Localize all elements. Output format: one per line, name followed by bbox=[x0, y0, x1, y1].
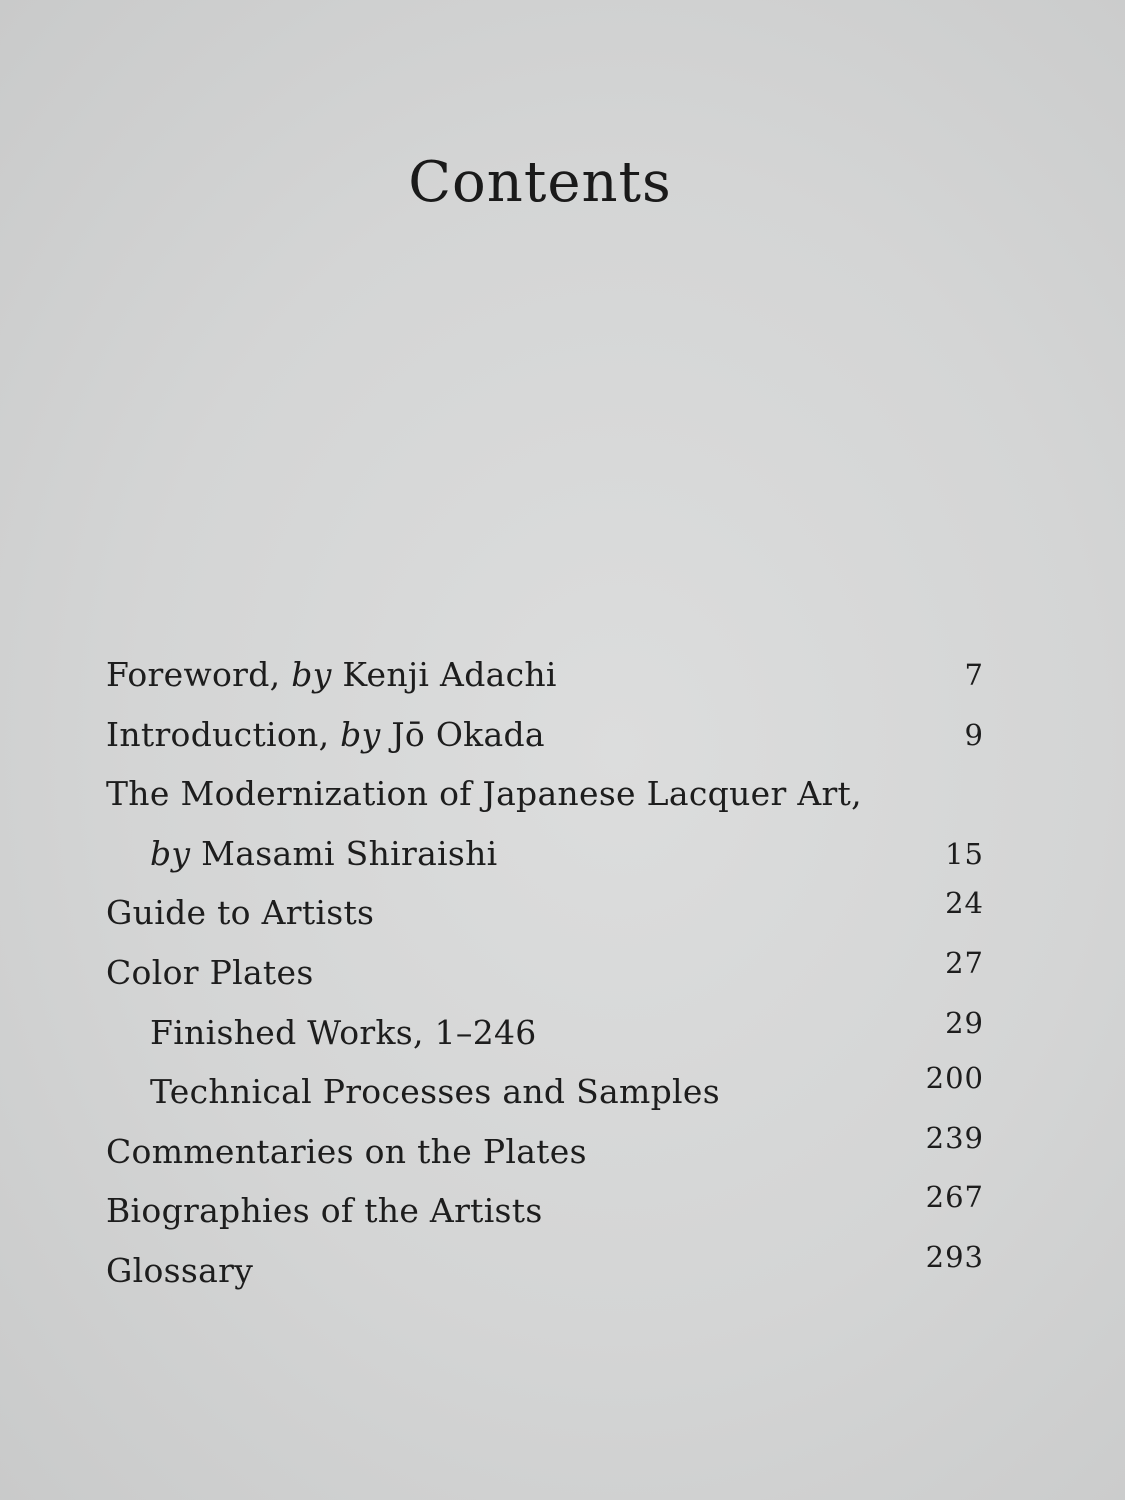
toc-entry-title: Foreword, by Kenji Adachi bbox=[106, 655, 557, 694]
toc-entry-page-number: 9 bbox=[964, 717, 984, 752]
toc-entry-technical-processes bbox=[106, 1061, 996, 1127]
toc-entry-title: Glossary bbox=[106, 1250, 254, 1290]
page-title: Contents bbox=[408, 150, 672, 215]
toc-entry-foreword bbox=[106, 650, 996, 710]
toc-entry-guide-to-artists bbox=[106, 888, 996, 948]
toc-entry-color-plates bbox=[106, 945, 996, 1008]
toc-entry-title: The Modernization of Japanese Lacquer Art, bbox=[106, 774, 862, 814]
toc-entry-page-number: 267 bbox=[925, 1180, 984, 1215]
toc-entry-page-number: 24 bbox=[945, 886, 984, 921]
toc-entry-title: Introduction, by Jō Okada bbox=[106, 714, 545, 754]
toc-entry-author: Jō Okada bbox=[380, 714, 545, 754]
toc-entry-by: by bbox=[340, 714, 381, 754]
toc-entry-page-number: 15 bbox=[945, 836, 984, 871]
toc-entry-by: by bbox=[150, 833, 191, 873]
toc-entry-page-number: 200 bbox=[925, 1061, 984, 1096]
toc-entry-page-number: 27 bbox=[945, 945, 984, 980]
toc-entry-finished-works bbox=[106, 1005, 996, 1068]
toc-entry-introduction bbox=[106, 710, 996, 770]
toc-entry-by: by bbox=[291, 655, 332, 694]
toc-entry-title: Technical Processes and Samples bbox=[150, 1072, 720, 1112]
toc-entry-commentaries bbox=[106, 1120, 996, 1187]
toc-entry-title: Biographies of the Artists bbox=[106, 1191, 543, 1231]
toc-entry-author: Masami Shiraishi bbox=[190, 833, 498, 873]
table-of-contents bbox=[106, 650, 996, 1306]
toc-entry-page-number: 7 bbox=[964, 658, 984, 692]
toc-entry-glossary bbox=[106, 1239, 996, 1306]
toc-entry-page-number: 293 bbox=[925, 1239, 984, 1274]
toc-entry-title: Guide to Artists bbox=[106, 893, 375, 933]
toc-entry-page-number: 29 bbox=[945, 1005, 984, 1040]
toc-entry-modernization-author bbox=[106, 829, 996, 889]
toc-entry-title: Commentaries on the Plates bbox=[106, 1131, 587, 1171]
toc-entry-title bbox=[106, 829, 498, 879]
toc-entry-page-number: 239 bbox=[925, 1120, 984, 1155]
toc-entry-biographies bbox=[106, 1180, 996, 1246]
toc-entry-title: Color Plates bbox=[106, 952, 314, 992]
toc-entry-author: Kenji Adachi bbox=[331, 655, 557, 694]
toc-entry-title: Finished Works, 1–246 bbox=[150, 1012, 537, 1052]
toc-entry-modernization bbox=[106, 769, 996, 829]
